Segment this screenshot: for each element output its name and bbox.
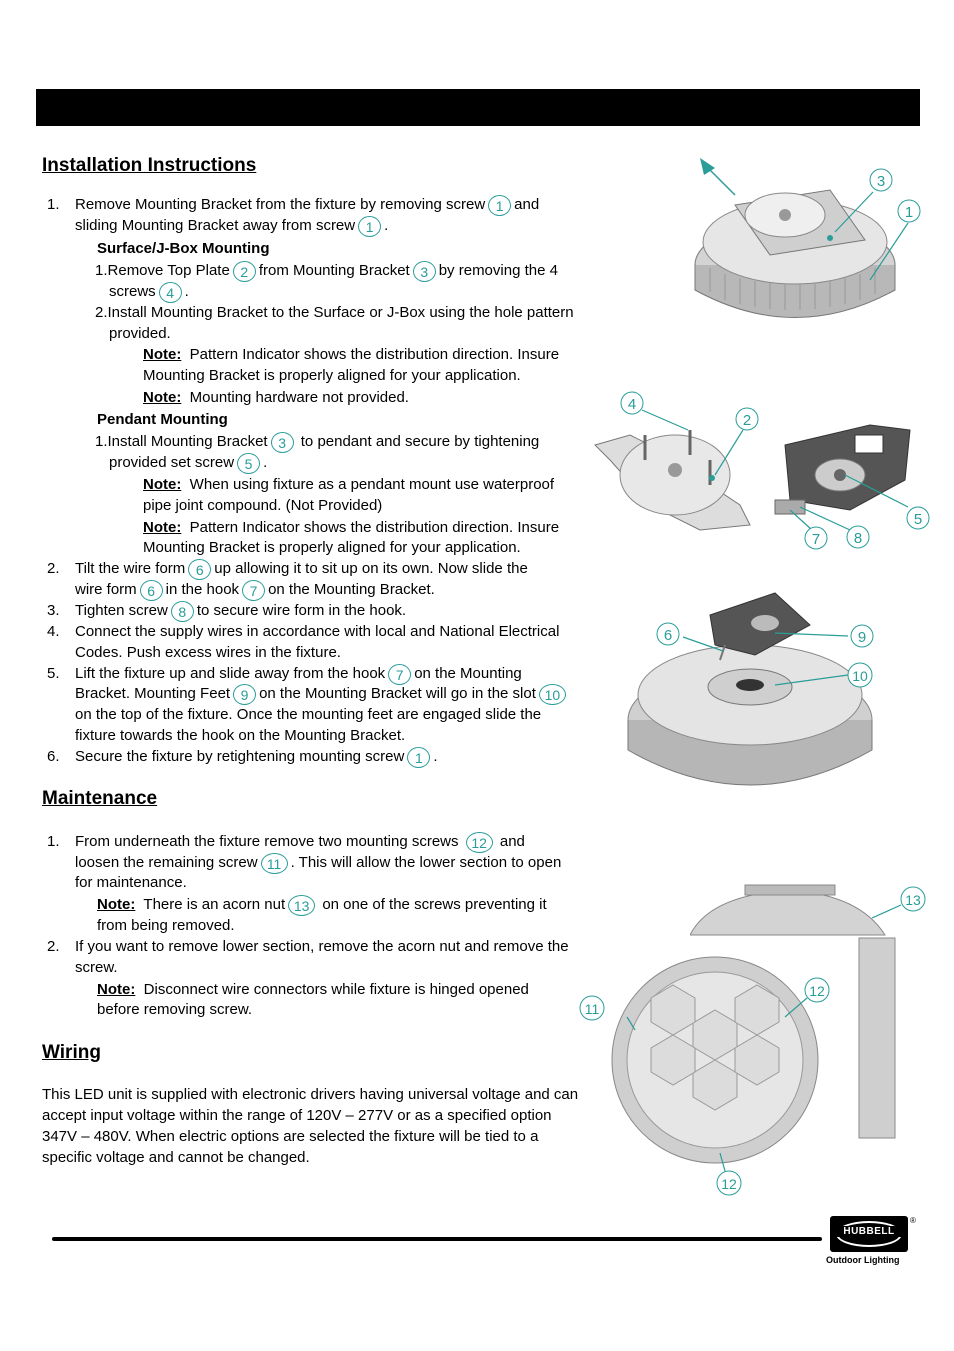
maint-note-1-line-2: from being removed. bbox=[97, 917, 235, 934]
fig3-callout-10: 10 bbox=[852, 668, 868, 684]
maint-note-2-line-1: Note: Disconnect wire connectors while fixture is hinged opened bbox=[97, 981, 529, 998]
callout-3-icon: 3 bbox=[271, 432, 294, 453]
install-step-4-line-2: Codes. Push excess wires in the fixture. bbox=[75, 644, 341, 661]
surface-step-2-line-1: 2.Install Mounting Bracket to the Surface or J-Box using the hole pattern bbox=[95, 304, 574, 321]
install-step-5-line-3: on the top of the fixture. Once the mounting feet are engaged slide the bbox=[75, 706, 542, 723]
callout-4-icon: 4 bbox=[159, 282, 182, 303]
wiring-text-line-2: accept input voltage within the range of 120V – 277V or as a specified option bbox=[42, 1107, 552, 1124]
callout-13-icon: 13 bbox=[288, 895, 315, 916]
install-step-1-line-1: 1. Remove Mounting Bracket from the fixture by removing screw 1 and bbox=[47, 196, 540, 214]
callout-12-icon: 12 bbox=[466, 832, 493, 853]
surface-step-1-line-1: 1.Remove Top Plate 2 from Mounting Bracket 3 by removing the 4 bbox=[95, 262, 558, 280]
fig4-callout-13: 13 bbox=[905, 892, 921, 908]
wiring-heading: Wiring bbox=[42, 1042, 101, 1063]
callout-6-icon: 6 bbox=[140, 580, 163, 601]
fig3-callout-9: 9 bbox=[857, 629, 867, 646]
pendant-note-1-line-1: Note: When using fixture as a pendant mount use waterproof bbox=[143, 476, 555, 493]
install-step-3: 3. Tighten screw 8 to secure wire form in the hook. bbox=[47, 602, 407, 620]
maint-step-1-line-1: 1. From underneath the fixture remove two mounting screws 12 and bbox=[47, 833, 525, 851]
fig2-callout-5: 5 bbox=[913, 511, 923, 528]
bottom-view-figure bbox=[575, 935, 910, 1197]
fig3-callout-6: 6 bbox=[663, 627, 673, 644]
pendant-note-2-line-2: Mounting Bracket is properly aligned for your application. bbox=[143, 539, 521, 556]
callout-7-icon: 7 bbox=[388, 664, 411, 685]
hubbell-logo bbox=[830, 1216, 908, 1252]
maintenance-heading: Maintenance bbox=[42, 788, 158, 809]
header-bar bbox=[36, 89, 920, 126]
maint-note-2-line-2: before removing screw. bbox=[97, 1001, 253, 1018]
surface-step-1-line-2: screws 4 . bbox=[109, 283, 189, 301]
fig1-callout-1: 1 bbox=[904, 204, 914, 221]
callout-1-icon: 1 bbox=[358, 216, 381, 237]
wiring-text-line-3: 347V – 480V. When electric options are selected the fixture will be tied to a bbox=[42, 1128, 539, 1145]
fig2-callout-7: 7 bbox=[811, 531, 821, 548]
fig5-callout-11: 11 bbox=[584, 1001, 600, 1017]
wiring-text-line-4: specific voltage and cannot be changed. bbox=[42, 1149, 310, 1166]
callout-1-icon: 1 bbox=[488, 195, 511, 216]
mounting-figure bbox=[625, 585, 930, 805]
installation-heading: Installation Instructions bbox=[42, 155, 257, 176]
logo-subtitle: Outdoor Lighting bbox=[826, 1255, 900, 1265]
fig2-callout-8: 8 bbox=[853, 530, 863, 547]
callout-5-icon: 5 bbox=[237, 453, 260, 474]
install-step-2-line-1: 2. Tilt the wire form 6 up allowing it to sit up on its own. Now slide the bbox=[47, 560, 528, 578]
callout-7-icon: 7 bbox=[242, 580, 265, 601]
callout-2-icon: 2 bbox=[233, 261, 256, 282]
install-step-1-line-2: sliding Mounting Bracket away from screw 1 . bbox=[75, 217, 389, 235]
callout-6-icon: 6 bbox=[188, 559, 211, 580]
top-plate-figure bbox=[590, 385, 935, 560]
pendant-note-1-line-2: pipe joint compound. (Not Provided) bbox=[143, 497, 383, 514]
surface-note-1-line-1: Note: Pattern Indicator shows the distribution direction. Insure bbox=[143, 346, 560, 363]
fig5-callout-12-bottom: 12 bbox=[721, 1176, 737, 1192]
footer-rule bbox=[52, 1237, 822, 1241]
fixture-bracket-figure bbox=[680, 150, 930, 325]
surface-step-2-line-2: provided. bbox=[109, 325, 171, 342]
logo-brand: HUBBELL bbox=[830, 1226, 908, 1237]
maint-step-1-line-3: for maintenance. bbox=[75, 874, 187, 891]
callout-8-icon: 8 bbox=[171, 601, 194, 622]
install-step-2-line-2: wire form 6 in the hook 7 on the Mounting Bracket. bbox=[75, 581, 435, 599]
fig5-callout-12-top: 12 bbox=[809, 983, 825, 999]
maint-step-2-line-2: screw. bbox=[75, 959, 118, 976]
callout-11-icon: 11 bbox=[261, 853, 288, 874]
surface-mounting-heading: Surface/J-Box Mounting bbox=[97, 240, 270, 257]
wiring-text-line-1: This LED unit is supplied with electronic drivers having universal voltage and can bbox=[42, 1086, 579, 1103]
pendant-note-2-line-1: Note: Pattern Indicator shows the distribution direction. Insure bbox=[143, 519, 560, 536]
surface-note-1-line-2: Mounting Bracket is properly aligned for your application. bbox=[143, 367, 521, 384]
install-step-6: 6. Secure the fixture by retightening mounting screw 1 . bbox=[47, 748, 438, 766]
callout-10-icon: 10 bbox=[539, 684, 566, 705]
maint-step-1-line-2: loosen the remaining screw 11 . This will allow the lower section to open bbox=[75, 854, 562, 872]
install-step-5-line-1: 5. Lift the fixture up and slide away from the hook 7 on the Mounting bbox=[47, 665, 522, 683]
pendant-mounting-heading: Pendant Mounting bbox=[97, 411, 228, 428]
pendant-step-1-line-1: 1.Install Mounting Bracket 3 to pendant and secure by tightening bbox=[95, 433, 540, 451]
fig2-callout-2: 2 bbox=[742, 412, 752, 429]
registered-mark: ® bbox=[910, 1216, 916, 1225]
fig2-callout-4: 4 bbox=[627, 396, 637, 413]
install-step-4-line-1: 4. Connect the supply wires in accordance with local and National Electrical bbox=[47, 623, 560, 640]
install-step-5-line-4: fixture towards the hook on the Mounting Bracket. bbox=[75, 727, 406, 744]
side-view-figure bbox=[690, 880, 935, 940]
maint-note-1-line-1: Note: There is an acorn nut 13 on one of the screws preventing it bbox=[97, 896, 547, 914]
callout-1-icon: 1 bbox=[407, 747, 430, 768]
callout-9-icon: 9 bbox=[233, 684, 256, 705]
maint-step-2-line-1: 2. If you want to remove lower section, remove the acorn nut and remove the bbox=[47, 938, 569, 955]
pendant-step-1-line-2: provided set screw 5 . bbox=[109, 454, 268, 472]
surface-note-2: Note: Mounting hardware not provided. bbox=[143, 389, 409, 406]
callout-3-icon: 3 bbox=[413, 261, 436, 282]
install-step-5-line-2: Bracket. Mounting Feet 9 on the Mounting Bracket will go in the slot 10 bbox=[75, 683, 569, 705]
fig1-callout-3: 3 bbox=[876, 173, 886, 190]
